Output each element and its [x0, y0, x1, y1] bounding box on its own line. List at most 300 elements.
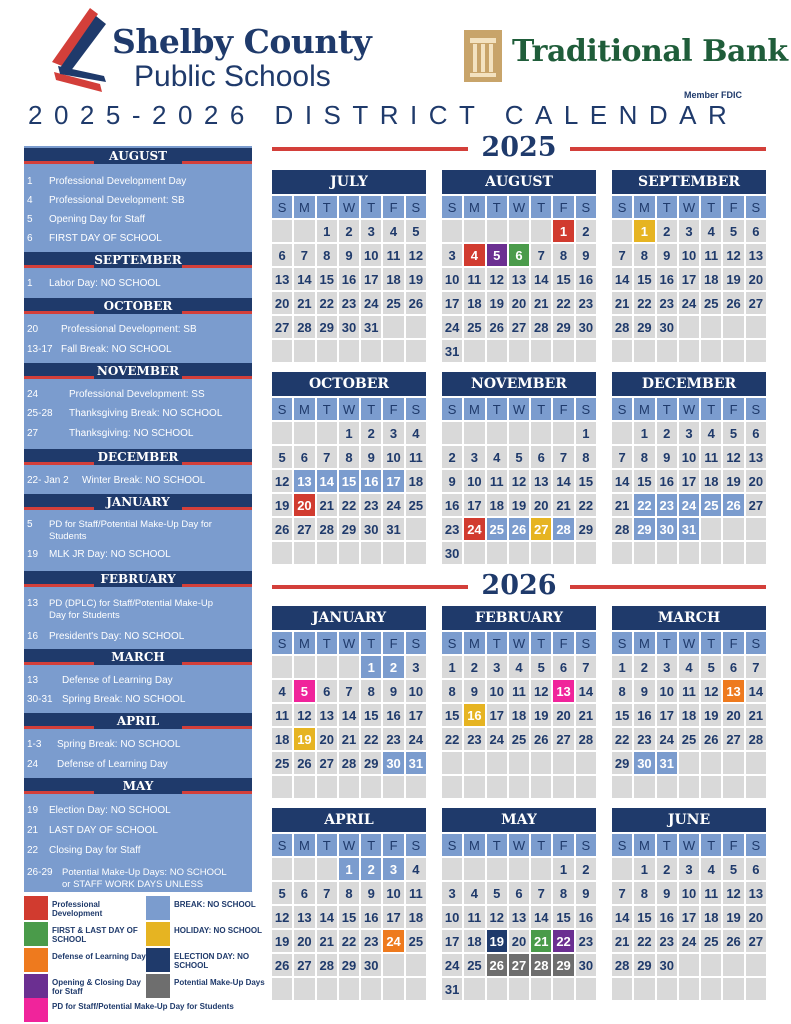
day-cell: 18: [701, 268, 721, 290]
event-date: 21: [27, 825, 39, 836]
day-cell: 7: [746, 656, 766, 678]
empty-day-cell: [272, 542, 292, 564]
day-cell: 29: [553, 316, 573, 338]
empty-day-cell: [361, 978, 381, 1000]
empty-day-cell: [272, 776, 292, 798]
year-banner-2025: [272, 132, 766, 166]
day-cell: 28: [576, 728, 596, 750]
day-cell: 27: [294, 954, 314, 976]
day-cell: 4: [383, 220, 403, 242]
empty-day-cell: [634, 978, 654, 1000]
weekday-header: T: [657, 196, 677, 218]
day-cell: 27: [746, 930, 766, 952]
day-cell: 15: [634, 268, 654, 290]
weekday-header: S: [272, 632, 292, 654]
weekday-header: T: [657, 398, 677, 420]
empty-day-cell: [487, 752, 507, 774]
empty-day-cell: [272, 220, 292, 242]
weekday-header: T: [701, 834, 721, 856]
logo-line-1: Shelby County: [112, 22, 372, 61]
legend-swatch: [146, 922, 170, 946]
day-cell: 7: [576, 656, 596, 678]
day-cell: 12: [723, 446, 743, 468]
day-cell: 15: [553, 906, 573, 928]
day-cell: 24: [406, 728, 426, 750]
empty-day-cell: [679, 542, 699, 564]
day-cell: 31: [361, 316, 381, 338]
legend-label: HOLIDAY: NO SCHOOL: [174, 926, 263, 935]
day-cell: 15: [442, 704, 462, 726]
legend-label: Opening & Closing Day for Staff: [52, 978, 141, 996]
day-cell: 26: [723, 292, 743, 314]
weekday-header: S: [612, 632, 632, 654]
weekday-header: M: [464, 632, 484, 654]
legend-swatch: [146, 896, 170, 920]
empty-day-cell: [317, 776, 337, 798]
weekday-header: M: [294, 196, 314, 218]
day-cell: 20: [723, 704, 743, 726]
weekday-header: M: [634, 632, 654, 654]
day-cell: 21: [531, 930, 551, 952]
day-cell: 1: [361, 656, 381, 678]
day-cell: 2: [383, 656, 403, 678]
day-cell: 20: [509, 292, 529, 314]
event-text: MLK JR Day: NO SCHOOL: [49, 549, 171, 560]
day-cell: 13: [294, 906, 314, 928]
day-cell: 12: [272, 470, 292, 492]
event-date: 24: [27, 389, 39, 400]
sidebar-month-heading: NOVEMBER: [24, 363, 252, 379]
empty-day-cell: [383, 316, 403, 338]
day-cell: 19: [723, 906, 743, 928]
day-cell: 15: [634, 470, 654, 492]
day-cell: 5: [723, 858, 743, 880]
weekday-header: T: [487, 834, 507, 856]
weekday-header: W: [339, 398, 359, 420]
day-cell: 2: [576, 858, 596, 880]
event-date: 20: [27, 324, 39, 335]
weekday-header: W: [679, 398, 699, 420]
day-cell: 6: [294, 882, 314, 904]
day-cell: 27: [746, 292, 766, 314]
day-cell: 4: [406, 858, 426, 880]
day-cell: 29: [634, 518, 654, 540]
event-date: 13-17: [27, 344, 53, 355]
day-cell: 13: [509, 906, 529, 928]
day-cell: 7: [339, 680, 359, 702]
day-cell: 23: [464, 728, 484, 750]
weekday-header: T: [531, 398, 551, 420]
day-cell: 25: [701, 494, 721, 516]
empty-day-cell: [612, 542, 632, 564]
day-cell: 14: [612, 268, 632, 290]
day-cell: 20: [317, 728, 337, 750]
empty-day-cell: [612, 978, 632, 1000]
day-cell: 7: [612, 882, 632, 904]
event-text: Professional Development: SB: [49, 195, 185, 206]
day-cell: 24: [383, 494, 403, 516]
empty-day-cell: [406, 954, 426, 976]
month-title: JUNE: [612, 808, 766, 832]
empty-day-cell: [723, 316, 743, 338]
day-cell: 21: [746, 704, 766, 726]
day-cell: 3: [464, 446, 484, 468]
weekday-header: W: [509, 196, 529, 218]
month-calendar-may: [442, 808, 596, 1002]
day-cell: 24: [679, 930, 699, 952]
day-cell: 28: [317, 518, 337, 540]
weekday-header: M: [294, 834, 314, 856]
day-cell: 19: [272, 930, 292, 952]
day-cell: 9: [657, 244, 677, 266]
empty-day-cell: [531, 978, 551, 1000]
event-text: Thanksgiving: NO SCHOOL: [69, 428, 194, 439]
empty-day-cell: [487, 542, 507, 564]
empty-day-cell: [272, 422, 292, 444]
day-cell: 24: [487, 728, 507, 750]
weekday-header: S: [746, 632, 766, 654]
empty-day-cell: [464, 422, 484, 444]
day-cell: 15: [634, 906, 654, 928]
empty-day-cell: [509, 858, 529, 880]
day-cell: 20: [746, 470, 766, 492]
day-cell: 21: [294, 292, 314, 314]
empty-day-cell: [634, 542, 654, 564]
empty-day-cell: [361, 542, 381, 564]
day-cell: 18: [487, 494, 507, 516]
weekday-header: S: [576, 398, 596, 420]
year-label: 2025: [481, 132, 557, 163]
day-cell: 23: [657, 494, 677, 516]
weekday-header: F: [553, 196, 573, 218]
empty-day-cell: [487, 776, 507, 798]
empty-day-cell: [383, 340, 403, 362]
day-cell: 24: [679, 292, 699, 314]
day-cell: 2: [634, 656, 654, 678]
empty-day-cell: [576, 752, 596, 774]
empty-day-cell: [487, 858, 507, 880]
weekday-header: S: [576, 196, 596, 218]
weekday-header: T: [531, 196, 551, 218]
weekday-header: M: [294, 398, 314, 420]
sidebar-month-heading: MAY: [24, 778, 252, 794]
event-date: 6: [27, 233, 33, 244]
day-cell: 11: [464, 906, 484, 928]
month-calendar-october: [272, 372, 426, 566]
day-cell: 2: [361, 422, 381, 444]
legend-item: [24, 896, 142, 922]
page-title: 2025-2026 DISTRICT CALENDAR: [28, 100, 739, 130]
day-cell: 11: [487, 470, 507, 492]
day-cell: 17: [383, 906, 403, 928]
day-cell: 13: [746, 882, 766, 904]
day-cell: 11: [701, 882, 721, 904]
day-cell: 2: [464, 656, 484, 678]
day-cell: 5: [531, 656, 551, 678]
empty-day-cell: [701, 954, 721, 976]
day-cell: 16: [361, 470, 381, 492]
day-cell: 6: [509, 244, 529, 266]
weekday-header: T: [657, 632, 677, 654]
event-text: Labor Day: NO SCHOOL: [49, 278, 161, 289]
empty-day-cell: [317, 340, 337, 362]
month-calendar-july: [272, 170, 426, 364]
empty-day-cell: [509, 220, 529, 242]
day-cell: 19: [487, 930, 507, 952]
day-cell: 7: [317, 882, 337, 904]
day-cell: 2: [442, 446, 462, 468]
day-cell: 21: [339, 728, 359, 750]
day-cell: 6: [294, 446, 314, 468]
day-cell: 3: [679, 220, 699, 242]
day-cell: 27: [746, 494, 766, 516]
day-cell: 3: [406, 656, 426, 678]
empty-day-cell: [612, 340, 632, 362]
day-cell: 13: [746, 446, 766, 468]
day-cell: 9: [383, 680, 403, 702]
month-calendar-january: [272, 606, 426, 800]
day-cell: 22: [553, 292, 573, 314]
empty-day-cell: [746, 542, 766, 564]
day-cell: 28: [531, 316, 551, 338]
legend-swatch: [146, 974, 170, 998]
day-cell: 14: [531, 906, 551, 928]
sidebar-month-heading: AUGUST: [24, 148, 252, 164]
weekday-header: S: [746, 834, 766, 856]
day-cell: 10: [679, 446, 699, 468]
day-cell: 11: [406, 882, 426, 904]
weekday-header: W: [339, 632, 359, 654]
empty-day-cell: [576, 978, 596, 1000]
empty-day-cell: [553, 752, 573, 774]
day-cell: 17: [487, 704, 507, 726]
day-cell: 30: [576, 316, 596, 338]
day-cell: 4: [679, 656, 699, 678]
weekday-header: M: [634, 196, 654, 218]
day-cell: 19: [701, 704, 721, 726]
empty-day-cell: [442, 422, 462, 444]
day-cell: 7: [317, 446, 337, 468]
day-cell: 2: [657, 220, 677, 242]
day-cell: 3: [442, 882, 462, 904]
empty-day-cell: [723, 954, 743, 976]
day-cell: 22: [553, 930, 573, 952]
sidebar-month-heading: JANUARY: [24, 494, 252, 510]
day-cell: 13: [531, 470, 551, 492]
day-cell: 12: [531, 680, 551, 702]
day-cell: 1: [339, 858, 359, 880]
day-cell: 8: [317, 244, 337, 266]
empty-day-cell: [701, 978, 721, 1000]
legend: [24, 892, 266, 1022]
empty-day-cell: [339, 656, 359, 678]
day-cell: 23: [657, 930, 677, 952]
day-cell: 28: [612, 316, 632, 338]
day-cell: 4: [487, 446, 507, 468]
weekday-header: T: [361, 834, 381, 856]
weekday-header: F: [723, 196, 743, 218]
day-cell: 25: [464, 954, 484, 976]
empty-day-cell: [272, 340, 292, 362]
day-cell: 10: [383, 446, 403, 468]
event-text: Defense of Learning Day: [57, 759, 168, 770]
weekday-header: M: [634, 398, 654, 420]
day-cell: 12: [406, 244, 426, 266]
empty-day-cell: [701, 542, 721, 564]
empty-day-cell: [442, 220, 462, 242]
day-cell: 29: [361, 752, 381, 774]
day-cell: 6: [531, 446, 551, 468]
day-cell: 7: [531, 244, 551, 266]
event-text: Election Day: NO SCHOOL: [49, 805, 171, 816]
legend-item: [146, 896, 264, 922]
empty-day-cell: [509, 422, 529, 444]
day-cell: 31: [442, 978, 462, 1000]
empty-day-cell: [701, 776, 721, 798]
empty-day-cell: [509, 542, 529, 564]
day-cell: 5: [723, 422, 743, 444]
month-calendar-november: [442, 372, 596, 566]
day-cell: 23: [339, 292, 359, 314]
weekday-header: F: [553, 632, 573, 654]
day-cell: 21: [612, 494, 632, 516]
weekday-header: S: [406, 196, 426, 218]
day-cell: 11: [679, 680, 699, 702]
sidebar-month-heading: APRIL: [24, 713, 252, 729]
day-cell: 18: [509, 704, 529, 726]
empty-day-cell: [531, 422, 551, 444]
empty-day-cell: [406, 316, 426, 338]
event-text: Closing Day for Staff: [49, 845, 141, 856]
event-text: Winter Break: NO SCHOOL: [82, 475, 206, 486]
month-title: APRIL: [272, 808, 426, 832]
day-cell: 9: [634, 680, 654, 702]
day-cell: 2: [657, 858, 677, 880]
day-cell: 15: [553, 268, 573, 290]
year-label: 2026: [481, 570, 557, 601]
day-cell: 9: [361, 882, 381, 904]
event-date: 30-31: [27, 694, 53, 705]
empty-day-cell: [576, 542, 596, 564]
event-text: Thanksgiving Break: NO SCHOOL: [69, 408, 223, 419]
empty-day-cell: [487, 978, 507, 1000]
day-cell: 25: [701, 930, 721, 952]
day-cell: 27: [553, 728, 573, 750]
day-cell: 27: [531, 518, 551, 540]
day-cell: 30: [657, 518, 677, 540]
day-cell: 17: [383, 470, 403, 492]
day-cell: 6: [746, 422, 766, 444]
day-cell: 11: [464, 268, 484, 290]
day-cell: 14: [612, 906, 632, 928]
empty-day-cell: [531, 858, 551, 880]
day-cell: 29: [612, 752, 632, 774]
empty-day-cell: [679, 340, 699, 362]
weekday-header: S: [576, 632, 596, 654]
event-text: Professional Development: SS: [69, 389, 205, 400]
empty-day-cell: [746, 776, 766, 798]
day-cell: 5: [487, 882, 507, 904]
empty-day-cell: [464, 978, 484, 1000]
event-date: 22- Jan 2: [27, 475, 69, 486]
empty-day-cell: [531, 542, 551, 564]
day-cell: 10: [464, 470, 484, 492]
day-cell: 8: [634, 882, 654, 904]
day-cell: 13: [272, 268, 292, 290]
day-cell: 21: [612, 292, 632, 314]
empty-day-cell: [487, 220, 507, 242]
day-cell: 5: [723, 220, 743, 242]
day-cell: 4: [701, 858, 721, 880]
day-cell: 4: [701, 220, 721, 242]
day-cell: 30: [657, 316, 677, 338]
day-cell: 23: [442, 518, 462, 540]
legend-label: FIRST & LAST DAY OF SCHOOL: [52, 926, 138, 944]
day-cell: 28: [612, 954, 632, 976]
weekday-header: T: [317, 398, 337, 420]
day-cell: 7: [553, 446, 573, 468]
day-cell: 27: [272, 316, 292, 338]
day-cell: 10: [406, 680, 426, 702]
day-cell: 22: [612, 728, 632, 750]
day-cell: 28: [746, 728, 766, 750]
day-cell: 15: [576, 470, 596, 492]
day-cell: 17: [361, 268, 381, 290]
day-cell: 17: [657, 704, 677, 726]
empty-day-cell: [361, 776, 381, 798]
day-cell: 8: [339, 882, 359, 904]
legend-label: Professional Development: [52, 900, 103, 918]
empty-day-cell: [746, 316, 766, 338]
event-date: 1: [27, 278, 33, 289]
day-cell: 19: [531, 704, 551, 726]
book-logo-icon: [50, 6, 118, 92]
empty-day-cell: [294, 858, 314, 880]
empty-day-cell: [657, 542, 677, 564]
day-cell: 13: [317, 704, 337, 726]
day-cell: 17: [679, 268, 699, 290]
empty-day-cell: [383, 954, 403, 976]
empty-day-cell: [701, 752, 721, 774]
day-cell: 16: [657, 268, 677, 290]
day-cell: 19: [272, 494, 292, 516]
month-calendar-april: [272, 808, 426, 1002]
day-cell: 24: [383, 930, 403, 952]
event-date: 5: [27, 214, 33, 225]
weekday-header: F: [383, 632, 403, 654]
month-title: MARCH: [612, 606, 766, 630]
day-cell: 9: [576, 882, 596, 904]
day-cell: 8: [612, 680, 632, 702]
empty-day-cell: [612, 776, 632, 798]
empty-day-cell: [723, 978, 743, 1000]
day-cell: 3: [679, 422, 699, 444]
event-date: 16: [27, 631, 39, 642]
day-cell: 27: [509, 954, 529, 976]
day-cell: 31: [679, 518, 699, 540]
weekday-header: W: [679, 632, 699, 654]
empty-day-cell: [406, 978, 426, 1000]
legend-swatch: [146, 948, 170, 972]
day-cell: 12: [723, 244, 743, 266]
event-text: LAST DAY OF SCHOOL: [49, 825, 158, 836]
day-cell: 15: [339, 470, 359, 492]
day-cell: 26: [272, 518, 292, 540]
day-cell: 25: [406, 930, 426, 952]
event-text: Defense of Learning Day: [62, 675, 173, 686]
empty-day-cell: [634, 340, 654, 362]
day-cell: 20: [746, 906, 766, 928]
